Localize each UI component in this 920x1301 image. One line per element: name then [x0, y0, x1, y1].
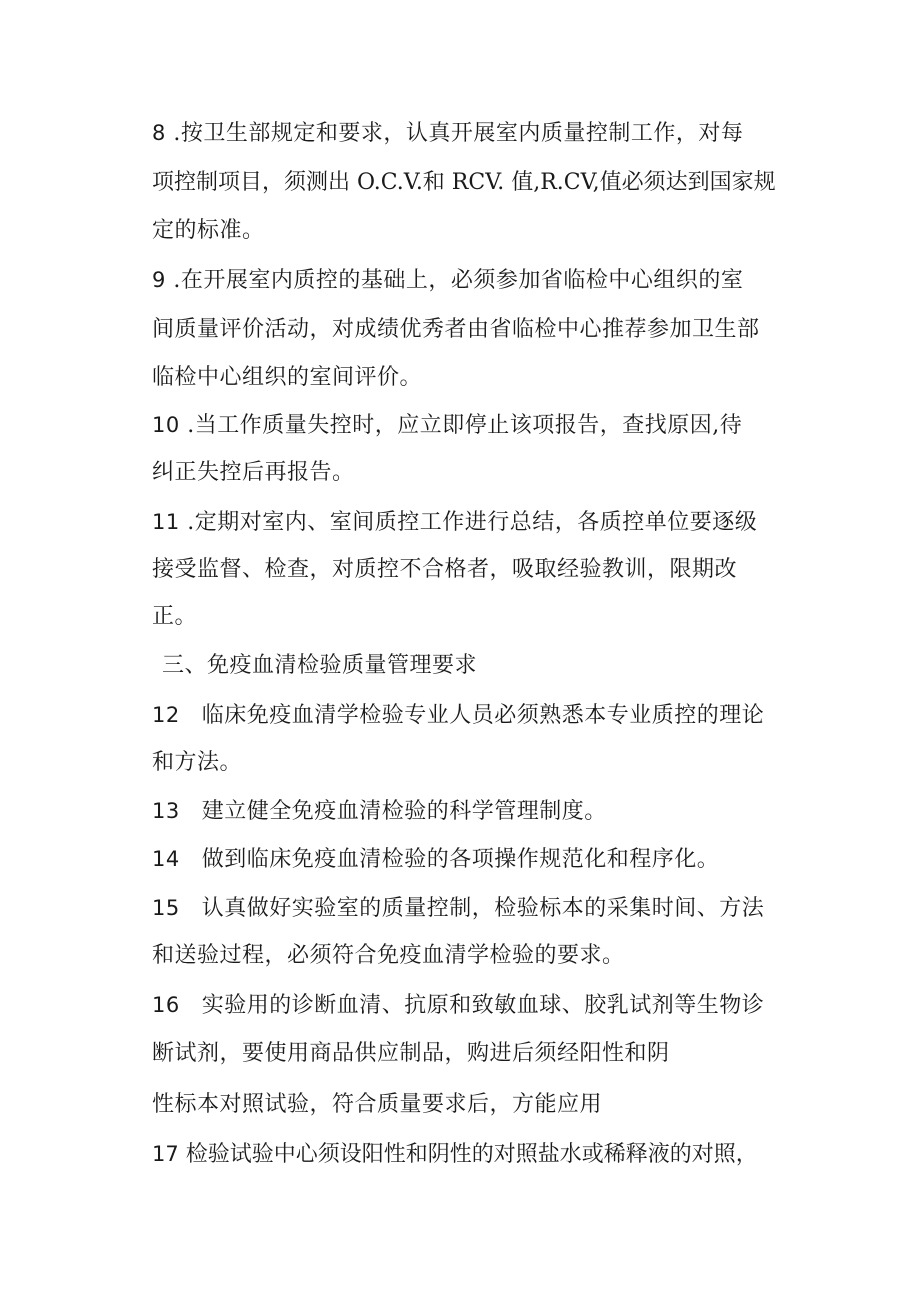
- item-9-line-2: 间质量评价活动，对成绩优秀者由省临检中心推荐参加卫生部: [152, 317, 760, 342]
- item-17-line-1: [152, 1139, 758, 1170]
- item-text: 做到临床免疫血清检验的各项操作规范化和程序化。: [201, 847, 720, 872]
- item-16-line-2: 断试剂，要使用商品供应制品，购进后须经阳性和阴: [152, 1041, 670, 1066]
- item-number: 15: [152, 896, 180, 920]
- item-15-line-1: [152, 893, 764, 924]
- item-number: 14: [152, 847, 180, 871]
- item-text: 检验试验中心须设阳性和阴性的对照盐水或稀释液的对照，: [185, 1142, 758, 1167]
- item-8-line-1: [152, 118, 743, 149]
- item-number: 16: [152, 993, 180, 1017]
- item-text: 认真做好实验室的质量控制，检验标本的采集时间、方法: [201, 896, 765, 921]
- item-15-line-2: 和送验过程，必须符合免疫血清学检验的要求。: [152, 943, 625, 968]
- item-11-line-2: 接受监督、检查，对质控不合格者，吸取经验教训，限期改: [152, 557, 738, 582]
- item-number: 9: [152, 268, 166, 292]
- item-number: 10: [152, 413, 180, 437]
- item-number: 13: [152, 799, 180, 823]
- item-9-line-3: 临检中心组织的室间评价。: [152, 365, 423, 390]
- item-number: 17: [152, 1142, 179, 1166]
- item-text: .按卫生部规定和要求，认真开展室内质量控制工作，对每: [173, 121, 744, 146]
- item-text: .定期对室内、室间质控工作进行总结，各质控单位要逐级: [187, 510, 758, 535]
- item-14-line-1: [152, 844, 719, 875]
- item-number: 8: [152, 121, 166, 145]
- item-text: .当工作质量失控时，应立即停止该项报告，查找原因,待: [187, 413, 743, 438]
- item-8-line-2: 项控制项目，须测出 O.C.V.和 RCV. 值,R.CV,值必须达到国家规: [152, 170, 776, 195]
- item-number: 12: [152, 703, 180, 727]
- item-8-line-3: 定的标准。: [152, 218, 265, 243]
- item-11-line-1: [152, 507, 757, 538]
- item-12-line-1: [152, 700, 764, 731]
- item-text: 建立健全免疫血清检验的科学管理制度。: [201, 799, 607, 824]
- item-16-line-3: 性标本对照试验，符合质量要求后，方能应用: [152, 1092, 603, 1117]
- item-text: .在开展室内质控的基础上，必须参加省临检中心组织的室: [173, 268, 744, 293]
- item-text: 临床免疫血清学检验专业人员必须熟悉本专业质控的理论: [201, 703, 765, 728]
- item-12-line-2: 和方法。: [152, 750, 243, 775]
- item-text: 实验用的诊断血清、抗原和致敏血球、胶乳试剂等生物诊: [201, 993, 765, 1018]
- item-11-line-3: 正。: [152, 604, 198, 629]
- item-number: 11: [152, 510, 180, 534]
- item-16-line-1: [152, 990, 764, 1021]
- item-10-line-1: [152, 410, 742, 441]
- section-heading: 三、免疫血清检验质量管理要求: [162, 653, 478, 678]
- item-10-line-2: 纠正失控后再报告。: [152, 460, 355, 485]
- item-9-line-1: [152, 265, 743, 296]
- item-13-line-1: [152, 796, 607, 827]
